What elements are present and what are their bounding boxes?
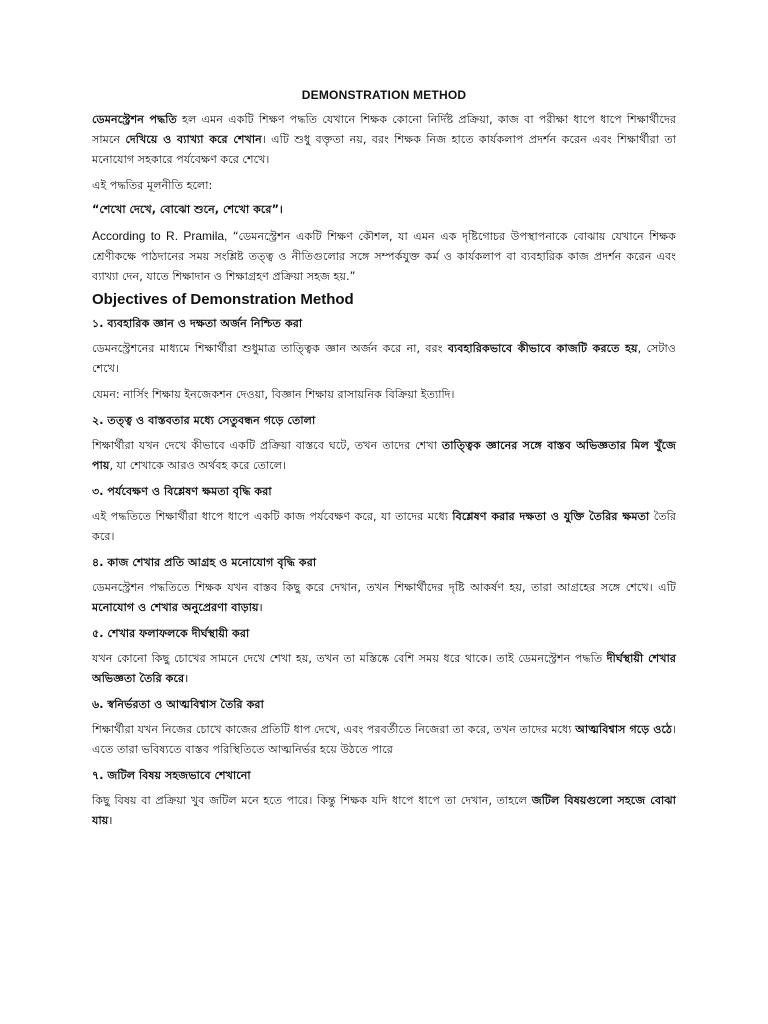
objective-heading: ৩. পর্যবেক্ষণ ও বিশ্লেষণ ক্ষমতা বৃদ্ধি করা <box>92 485 272 498</box>
objective-4 <box>92 553 676 618</box>
document-title: DEMONSTRATION METHOD <box>301 88 467 102</box>
objective-text: ডেমনস্ট্রেশন পদ্ধতিতে শিক্ষক যখন বাস্তব কিছু করে দেখান, তখন শিক্ষার্থীদের দৃষ্টি আকর্ষণ হয়, তারা আগ্রহের সঙ্গে শেখে। এটি <box>92 581 676 594</box>
objective-emphasis: তাত্ত্বিক জ্ঞানের সঙ্গে বাস্তব অভিজ্ঞতার মিল খুঁজে পায় <box>92 439 676 472</box>
objective-text: শিক্ষার্থীরা যখন দেখে কীভাবে একটি প্রক্রিয়া বাস্তবে ঘটে, তখন তাদের শেখা <box>92 439 442 452</box>
objective-body <box>92 578 676 618</box>
objective-emphasis: ব্যবহারিকভাবে কীভাবে কাজটি করতে হয় <box>447 342 638 355</box>
quote-lead: According to R. Pramila, <box>92 229 233 243</box>
motto: “শেখো দেখে, বোঝো শুনে, শেখো করে”। <box>92 203 283 216</box>
objective-body <box>92 507 676 547</box>
objective-body <box>92 436 676 476</box>
objective-heading: ১. ব্যবহারিক জ্ঞান ও দক্ষতা অর্জন নিশ্চিত করা <box>92 317 303 330</box>
objective-emphasis: জটিল বিষয়গুলো সহজে বোঝা যায় <box>92 794 676 827</box>
objective-7 <box>92 766 676 831</box>
objective-2 <box>92 411 676 476</box>
objective-5 <box>92 624 676 689</box>
objective-body <box>92 720 676 760</box>
objective-example: যেমন: নার্সিং শিক্ষায় ইনজেকশন দেওয়া, বিজ্ঞান শিক্ষায় রাসায়নিক বিক্রিয়া ইত্যাদি। <box>92 388 455 401</box>
quote-paragraph <box>92 226 676 287</box>
intro-term: ডেমনস্ট্রেশন পদ্ধতি <box>92 113 177 126</box>
objective-1 <box>92 314 676 405</box>
objectives-heading: Objectives of Demonstration Method <box>92 291 354 308</box>
objective-body <box>92 649 676 689</box>
intro-paragraph <box>92 110 676 170</box>
intro-bold: দেখিয়ে ও ব্যাখ্যা করে শেখান <box>125 133 262 146</box>
objective-body <box>92 791 676 831</box>
objective-emphasis: বিশ্লেষণ করার দক্ষতা ও যুক্তি তৈরির ক্ষমতা <box>452 510 650 523</box>
objective-text: যখন কোনো কিছু চোখের সামনে দেখে শেখা হয়, তখন তা মস্তিষ্কে বেশি সময় ধরে থাকে। তাই ডেমনস্ট্রেশন পদ্ধতি <box>92 652 607 665</box>
objective-text: , যা শেখাকে আরও অর্থবহ করে তোলে। <box>109 459 287 472</box>
objective-heading: ২. তত্ত্ব ও বাস্তবতার মধ্যে সেতুবন্ধন গড়ে তোলা <box>92 414 316 427</box>
principle-intro: এই পদ্ধতির মূলনীতি হলো: <box>92 179 213 192</box>
objective-text: । <box>108 814 113 827</box>
objective-text: এই পদ্ধতিতে শিক্ষার্থীরা ধাপে ধাপে একটি কাজ পর্যবেক্ষণ করে, যা তাদের মধ্যে <box>92 510 453 523</box>
objective-text: শিক্ষার্থীরা যখন নিজের চোখে কাজের প্রতিটি ধাপ দেখে, এবং পরবর্তীতে নিজেরা তা করে, তখন তাদের মধ্যে <box>92 723 576 736</box>
objective-emphasis: আত্মবিশ্বাস গড়ে ওঠে <box>575 723 672 736</box>
document-body <box>92 88 676 837</box>
objective-text: কিছু বিষয় বা প্রক্রিয়া খুব জটিল মনে হতে পারে। কিন্তু শিক্ষক যদি ধাপে ধাপে তা দেখান, তাহলে <box>92 794 532 807</box>
objective-heading: ৫. শেখার ফলাফলকে দীর্ঘস্থায়ী করা <box>92 627 250 640</box>
intro-text-2: । এটি শুধু বক্তৃতা নয়, বরং শিক্ষক নিজ হাতে কার্যকলাপ প্রদর্শন করেন এবং শিক্ষার্থীরা তা মনোযোগ সহকারে পর্যবেক্ষণ করে শেখে। <box>92 133 676 166</box>
objective-text: ডেমনস্ট্রেশনের মাধ্যমে শিক্ষার্থীরা শুধুমাত্র তাত্ত্বিক জ্ঞান অর্জন করে না, বরং <box>92 342 448 355</box>
objective-heading: ৬. স্বনির্ভরতা ও আত্মবিশ্বাস তৈরি করা <box>92 698 264 711</box>
objective-heading: ৪. কাজ শেখার প্রতি আগ্রহ ও মনোযোগ বৃদ্ধি করা <box>92 556 317 569</box>
objective-6 <box>92 695 676 760</box>
quote-text: “ডেমনস্ট্রেশন একটি শিক্ষণ কৌশল, যা এমন এক দৃষ্টিগোচর উপস্থাপনাকে বোঝায় যেখানে শিক্ষক শ্রেণীকক্ষে পাঠদানের সময় সংশ্লিষ্ট তত্ত্ব ও নীতিগুলোর সঙ্গে সম্পর্কযুক্ত কর্ম ও কার্যকলাপ বা ব্যবহারিক কাজ প্রদর্শন করেন এবং ব্যাখ্যা দেন, যাতে শিক্ষাদান ও শিক্ষাগ্রহণ প্রক্রিয়া সহজ হয়.” <box>92 230 677 283</box>
objective-body <box>92 339 676 379</box>
objective-text: , সেটাও শেখে। <box>92 342 676 375</box>
objective-emphasis: মনোযোগ ও শেখার অনুপ্রেরণা বাড়ায় <box>92 601 259 614</box>
objective-text: । এতে তারা ভবিষ্যতে বাস্তব পরিস্থিতিতে আত্মনির্ভর হয়ে উঠতে পারে <box>92 723 676 756</box>
objective-emphasis: দীর্ঘস্থায়ী শেখার অভিজ্ঞতা তৈরি করে <box>92 652 676 685</box>
intro-text-1: হল এমন একটি শিক্ষণ পদ্ধতি যেখানে শিক্ষক কোনো নির্দিষ্ট প্রক্রিয়া, কাজ বা পরীক্ষা ধাপে ধাপে শিক্ষার্থীদের সামনে <box>92 113 676 146</box>
objective-text: তৈরি করে। <box>92 510 676 543</box>
objective-heading: ৭. জটিল বিষয় সহজভাবে শেখানো <box>92 769 251 782</box>
objective-text: । <box>258 601 263 614</box>
objective-text: । <box>184 672 189 685</box>
objective-3 <box>92 482 676 547</box>
